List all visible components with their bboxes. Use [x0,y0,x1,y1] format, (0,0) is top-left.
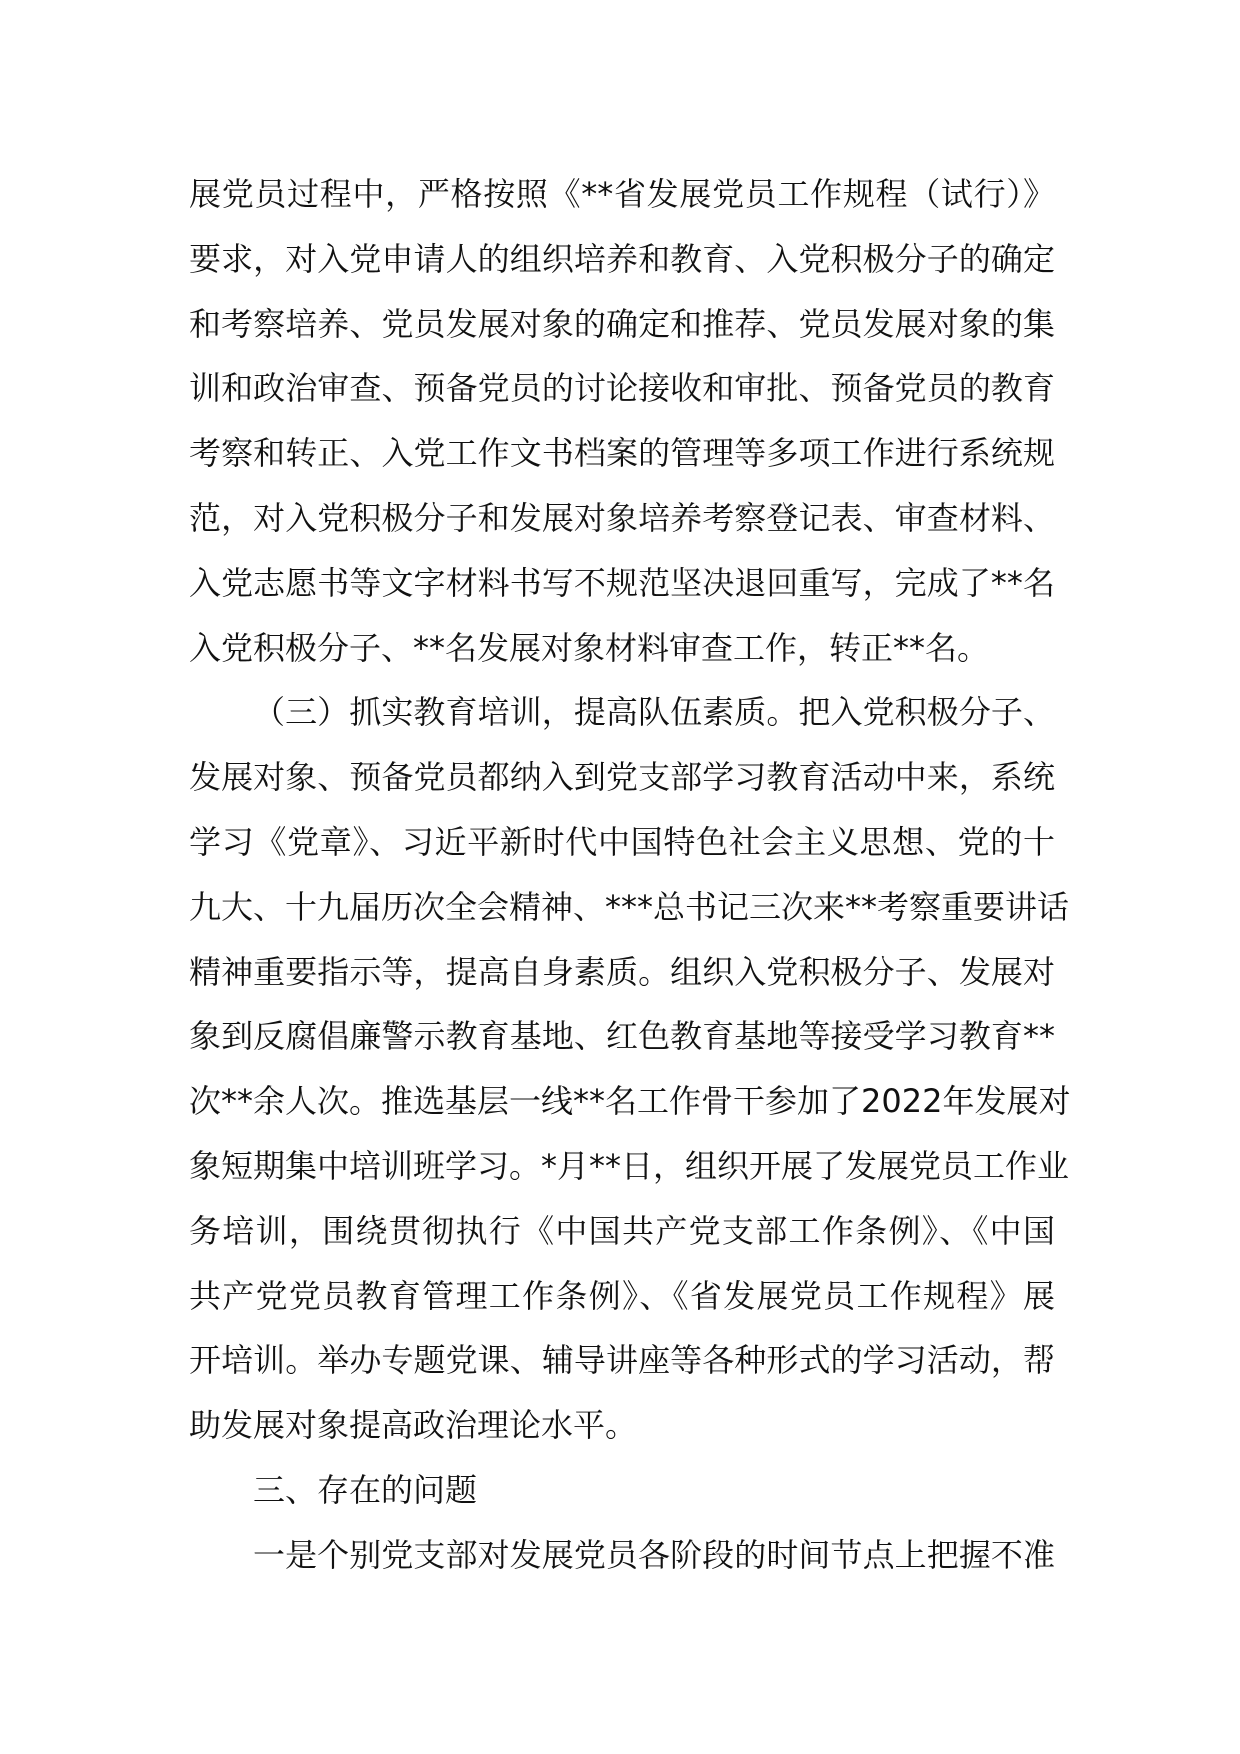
text-line: 务培训，围绕贯彻执行《中国共产党支部工作条例》、《中国 [189,1211,1055,1250]
text-line: 学习《党章》、习近平新时代中国特色社会主义思想、党的十 [189,822,1055,861]
text-line: 和考察培养、党员发展对象的确定和推荐、党员发展对象的集 [189,304,1055,343]
text-line: 一是个别党支部对发展党员各阶段的时间节点上把握不准 [253,1535,1055,1574]
text-line: 助发展对象提高政治理论水平。 [189,1406,638,1445]
text-line: 次**余人次。推选基层一线**名工作骨干参加了2022年发展对 [189,1082,1071,1121]
body-text [189,162,1071,1588]
text-line: 要求，对入党申请人的组织培养和教育、入党积极分子的确定 [189,239,1055,278]
text-line: 象到反腐倡廉警示教育基地、红色教育基地等接受学习教育** [189,1017,1055,1056]
section-heading-line: （三）抓实教育培训，提高队伍素质。把入党积极分子、 [253,693,1055,732]
text-line: 考察和转正、入党工作文书档案的管理等多项工作进行系统规 [189,434,1055,473]
section-title: 三、存在的问题 [253,1470,478,1509]
text-line: 入党志愿书等文字材料书写不规范坚决退回重写，完成了**名 [189,563,1055,602]
text-line: 开培训。举办专题党课、辅导讲座等各种形式的学习活动，帮 [189,1341,1055,1380]
text-line: 象短期集中培训班学习。*月**日，组织开展了发展党员工作业 [189,1146,1070,1185]
text-line: 入党积极分子、**名发展对象材料审查工作，转正**名。 [189,628,990,667]
text-line: 精神重要指示等，提高自身素质。组织入党积极分子、发展对 [189,952,1055,991]
text-line: 九大、十九届历次全会精神、***总书记三次来**考察重要讲话 [189,887,1070,926]
text-line: 展党员过程中，严格按照《**省发展党员工作规程（试行）》 [189,175,1055,213]
text-line: 共产党党员教育管理工作条例》、《省发展党员工作规程》展 [189,1276,1055,1315]
text-line: 范，对入党积极分子和发展对象培养考察登记表、审查材料、 [189,498,1055,537]
text-line: 发展对象、预备党员都纳入到党支部学习教育活动中来，系统 [189,758,1055,797]
text-line: 训和政治审查、预备党员的讨论接收和审批、预备党员的教育 [189,369,1055,408]
